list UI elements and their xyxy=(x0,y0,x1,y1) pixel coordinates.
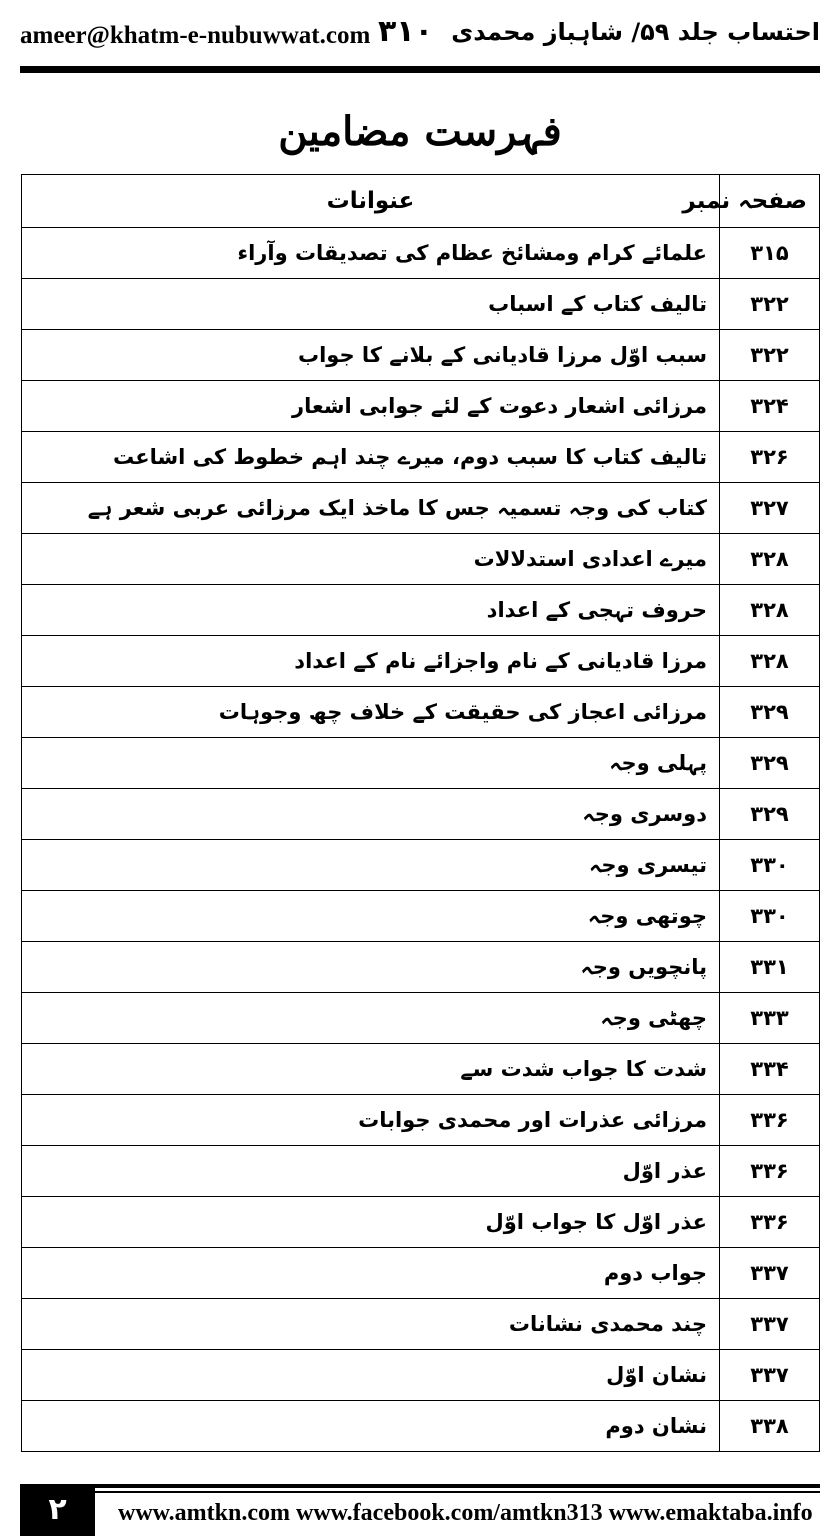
toc-row-page: ۳۳۸ xyxy=(720,1401,820,1452)
toc-row xyxy=(22,1095,820,1146)
header-book-title: احتساب جلد ۵۹/ شاہباز محمدی xyxy=(451,18,820,46)
toc-row-title: جواب دوم xyxy=(22,1248,720,1299)
toc-row-page: ۳۳۰ xyxy=(720,840,820,891)
toc-row xyxy=(22,432,820,483)
toc-row xyxy=(22,993,820,1044)
toc-row-title: مرزائی عذرات اور محمدی جوابات xyxy=(22,1095,720,1146)
toc-row-page: ۳۳۴ xyxy=(720,1044,820,1095)
toc-row-title: میرے اعدادی استدلالات xyxy=(22,534,720,585)
toc-header-title: عنوانات xyxy=(22,175,720,228)
header-rule xyxy=(20,66,820,73)
toc-row-page: ۳۳۳ xyxy=(720,993,820,1044)
toc-row xyxy=(22,840,820,891)
toc-row-title: پانچویں وجہ xyxy=(22,942,720,993)
toc-row xyxy=(22,636,820,687)
toc-row-title: سبب اوّل مرزا قادیانی کے بلانے کا جواب xyxy=(22,330,720,381)
toc-row-title: حروف تہجی کے اعداد xyxy=(22,585,720,636)
toc-row-title: عذر اوّل کا جواب اوّل xyxy=(22,1197,720,1248)
toc-row xyxy=(22,1248,820,1299)
toc-row-page: ۳۳۷ xyxy=(720,1299,820,1350)
page-title: فہرست مضامین xyxy=(278,108,562,155)
toc-row-title: چند محمدی نشانات xyxy=(22,1299,720,1350)
toc-row xyxy=(22,1299,820,1350)
toc-row xyxy=(22,381,820,432)
toc-row-page: ۳۲۲ xyxy=(720,279,820,330)
toc-row-title: مرزائی اعجاز کی حقیقت کے خلاف چھ وجوہات xyxy=(22,687,720,738)
toc-row-page: ۳۱۵ xyxy=(720,228,820,279)
toc-row xyxy=(22,1044,820,1095)
footer-links: www.amtkn.com www.facebook.com/amtkn313 www.emaktaba.info xyxy=(118,1500,813,1526)
toc-header-page: صفحہ نمبر xyxy=(720,175,820,228)
toc-row xyxy=(22,891,820,942)
header-email: ameer@khatm-e-nubuwwat.com xyxy=(20,22,371,49)
toc-header-row xyxy=(22,175,820,228)
toc-row-title: تالیف کتاب کا سبب دوم، میرے چند اہم خطوط کی اشاعت xyxy=(22,432,720,483)
toc-row-page: ۳۲۸ xyxy=(720,636,820,687)
toc-row xyxy=(22,789,820,840)
toc-row-title: مرزائی اشعار دعوت کے لئے جوابی اشعار xyxy=(22,381,720,432)
toc-row xyxy=(22,330,820,381)
toc-row-title: مرزا قادیانی کے نام واجزائے نام کے اعداد xyxy=(22,636,720,687)
toc-row-page: ۳۳۰ xyxy=(720,891,820,942)
toc-row-page: ۳۲۴ xyxy=(720,381,820,432)
toc-row-title: تیسری وجہ xyxy=(22,840,720,891)
toc-row-page: ۳۲۲ xyxy=(720,330,820,381)
toc-row-title: کتاب کی وجہ تسمیہ جس کا ماخذ ایک مرزائی عربی شعر ہے xyxy=(22,483,720,534)
toc-row-page: ۳۲۹ xyxy=(720,738,820,789)
toc-row-title: چھٹی وجہ xyxy=(22,993,720,1044)
toc-row-title: نشان دوم xyxy=(22,1401,720,1452)
toc-row-page: ۳۳۶ xyxy=(720,1146,820,1197)
toc-row xyxy=(22,279,820,330)
toc-row-page: ۳۲۹ xyxy=(720,789,820,840)
toc-row xyxy=(22,483,820,534)
toc-row-page: ۳۳۱ xyxy=(720,942,820,993)
toc-row-page: ۳۲۸ xyxy=(720,534,820,585)
toc-row-title: شدت کا جواب شدت سے xyxy=(22,1044,720,1095)
toc-row-page: ۳۳۷ xyxy=(720,1350,820,1401)
toc-row xyxy=(22,1197,820,1248)
toc-row-page: ۳۲۷ xyxy=(720,483,820,534)
footer-rule-thin xyxy=(95,1491,820,1493)
toc-row xyxy=(22,1350,820,1401)
toc-row-title: عذر اوّل xyxy=(22,1146,720,1197)
toc-row-title: چوتھی وجہ xyxy=(22,891,720,942)
toc-row-title: نشان اوّل xyxy=(22,1350,720,1401)
page-footer xyxy=(0,1480,840,1540)
toc-row xyxy=(22,228,820,279)
toc-row xyxy=(22,534,820,585)
toc-row-page: ۳۳۶ xyxy=(720,1095,820,1146)
toc-row-title: پہلی وجہ xyxy=(22,738,720,789)
toc-row-page: ۳۲۸ xyxy=(720,585,820,636)
toc-row xyxy=(22,738,820,789)
toc-row-title: دوسری وجہ xyxy=(22,789,720,840)
toc-row-page: ۳۳۷ xyxy=(720,1248,820,1299)
header-page-number: ۳۱۰ xyxy=(378,14,433,49)
toc-row-page: ۳۳۶ xyxy=(720,1197,820,1248)
toc-row xyxy=(22,687,820,738)
footer-rule-thick xyxy=(95,1484,820,1488)
toc-row xyxy=(22,585,820,636)
footer-page-badge: ۲ xyxy=(20,1484,95,1536)
toc-row-page: ۳۲۹ xyxy=(720,687,820,738)
toc-row xyxy=(22,942,820,993)
toc-table xyxy=(21,174,820,1452)
toc-row xyxy=(22,1146,820,1197)
page-header xyxy=(0,0,840,80)
toc-row-title: علمائے کرام ومشائخ عظام کی تصدیقات وآراء xyxy=(22,228,720,279)
toc-row xyxy=(22,1401,820,1452)
toc-row-title: تالیف کتاب کے اسباب xyxy=(22,279,720,330)
toc-row-page: ۳۲۶ xyxy=(720,432,820,483)
toc-body xyxy=(22,228,820,1452)
